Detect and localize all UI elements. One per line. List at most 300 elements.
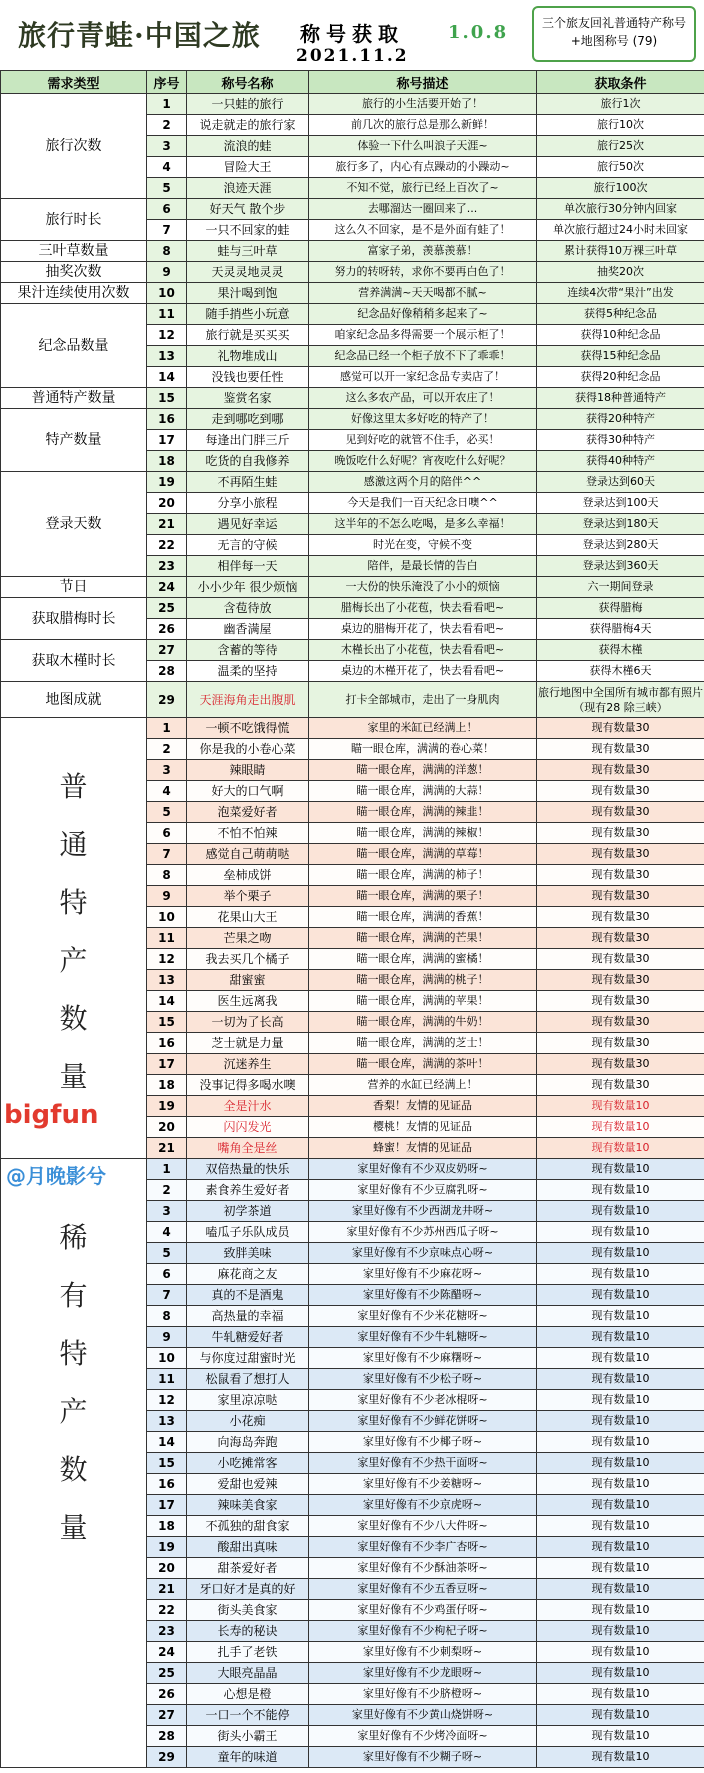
- row-number: 8: [147, 1306, 187, 1327]
- row-number: 10: [147, 283, 187, 304]
- title-desc: 家里好像有不少豆腐乳呀~: [309, 1180, 537, 1201]
- title-desc: 家里的米缸已经满上！: [309, 718, 537, 739]
- title-condition: 现有数量10: [537, 1600, 704, 1621]
- title-desc: 家里好像有不少西湖龙井呀~: [309, 1201, 537, 1222]
- table-header: [1, 71, 704, 94]
- title-desc: 桌边的腊梅开花了，快去看看吧~: [309, 619, 537, 640]
- row-number: 18: [147, 1075, 187, 1096]
- title-name: 天灵灵地灵灵: [187, 262, 309, 283]
- title-desc: 这半年的不怎么吃喝，是多么幸福！: [309, 514, 537, 535]
- row-number: 13: [147, 970, 187, 991]
- title-name: 嗑瓜子乐队成员: [187, 1222, 309, 1243]
- title-desc: 见到好吃的就管不住手，必买！: [309, 430, 537, 451]
- row-number: 10: [147, 907, 187, 928]
- title-name: 不孤独的甜食家: [187, 1516, 309, 1537]
- title-name: 向海岛奔跑: [187, 1432, 309, 1453]
- title-desc: 不知不觉，旅行已经上百次了~: [309, 178, 537, 199]
- row-number: 2: [147, 115, 187, 136]
- title-name: 花果山大王: [187, 907, 309, 928]
- table-row: [1, 409, 704, 430]
- title-desc: 瞄一眼仓库，满满的牛奶！: [309, 1012, 537, 1033]
- title-name: 好大的口气啊: [187, 781, 309, 802]
- row-number: 8: [147, 241, 187, 262]
- category-cell: 抽奖次数: [1, 262, 147, 283]
- bigfun-watermark: [4, 1100, 144, 1130]
- title-name: 辣眼睛: [187, 760, 309, 781]
- row-number: 24: [147, 577, 187, 598]
- title-desc: 富家子弟，羡慕羡慕！: [309, 241, 537, 262]
- title-desc: 家里好像有不少糊子呀~: [309, 1747, 537, 1768]
- col-header: 称号描述: [309, 71, 537, 94]
- title-name: 致胖美味: [187, 1243, 309, 1264]
- table-row: [1, 718, 704, 739]
- title-condition: 现有数量10: [537, 1180, 704, 1201]
- title-name: 礼物堆成山: [187, 346, 309, 367]
- row-number: 28: [147, 1726, 187, 1747]
- title-name: 真的不是酒鬼: [187, 1285, 309, 1306]
- row-number: 6: [147, 823, 187, 844]
- row-number: 19: [147, 1537, 187, 1558]
- title-desc: 瞄一眼仓库，满满的苹果！: [309, 991, 537, 1012]
- row-number: 21: [147, 1579, 187, 1600]
- title-condition: 现有数量30: [537, 1075, 704, 1096]
- title-desc: 旅行多了，内心有点躁动的小躁动~: [309, 157, 537, 178]
- title-name: 温柔的坚持: [187, 661, 309, 682]
- title-desc: 家里好像有不少麻花呀~: [309, 1264, 537, 1285]
- table-row: [1, 199, 704, 220]
- category-cell: 地图成就: [1, 682, 147, 718]
- title-condition: 现有数量10: [537, 1705, 704, 1726]
- title-condition: 现有数量10: [537, 1558, 704, 1579]
- table-row: [1, 304, 704, 325]
- title-desc: 纪念品已经一个柜子放不下了乖乖！: [309, 346, 537, 367]
- category-cell: 旅行时长: [1, 199, 147, 241]
- title-condition: 现有数量10: [537, 1243, 704, 1264]
- title-condition: 获得10种纪念品: [537, 325, 704, 346]
- row-number: 1: [147, 1159, 187, 1180]
- title-name: 童年的味道: [187, 1747, 309, 1768]
- title-desc: 好像这里太多好吃的特产了！: [309, 409, 537, 430]
- title-condition: 现有数量30: [537, 970, 704, 991]
- title-condition: 现有数量10: [537, 1516, 704, 1537]
- category-cell: 旅行次数: [1, 94, 147, 199]
- title-condition: 现有数量10: [537, 1432, 704, 1453]
- row-number: 6: [147, 199, 187, 220]
- title-name: 好天气 散个步: [187, 199, 309, 220]
- title-condition: 现有数量10: [537, 1285, 704, 1306]
- title-name: 无言的守候: [187, 535, 309, 556]
- row-number: 9: [147, 1327, 187, 1348]
- title-desc: 家里好像有不少刺梨呀~: [309, 1642, 537, 1663]
- row-number: 9: [147, 262, 187, 283]
- title-desc: 木槿长出了小花苞，快去看看吧~: [309, 640, 537, 661]
- title-condition: 旅行地图中全国所有城市都有照片（现有28 除三峡）: [537, 682, 704, 718]
- title-condition: 连续4次带“果汁”出发: [537, 283, 704, 304]
- row-number: 17: [147, 1054, 187, 1075]
- title-condition: 获得木槿: [537, 640, 704, 661]
- title-condition: 现有数量30: [537, 1054, 704, 1075]
- col-header: 获取条件: [537, 71, 704, 94]
- row-number: 22: [147, 535, 187, 556]
- title-desc: 家里好像有不少牛轧糖呀~: [309, 1327, 537, 1348]
- row-number: 29: [147, 682, 187, 718]
- title-condition: 现有数量10: [537, 1495, 704, 1516]
- category-cell: 三叶草数量: [1, 241, 147, 262]
- title-condition: 现有数量30: [537, 991, 704, 1012]
- row-number: 16: [147, 1033, 187, 1054]
- title-condition: 现有数量10: [537, 1453, 704, 1474]
- row-number: 21: [147, 514, 187, 535]
- title-condition: 获得15种纪念品: [537, 346, 704, 367]
- title-condition: 现有数量10: [537, 1642, 704, 1663]
- title-name: 小小少年 很少烦恼: [187, 577, 309, 598]
- title-condition: 现有数量10: [537, 1117, 704, 1138]
- title-desc: 家里好像有不少烤冷面呀~: [309, 1726, 537, 1747]
- subtitle: 称号获取: [300, 22, 404, 46]
- title-desc: 家里好像有不少枸杞子呀~: [309, 1621, 537, 1642]
- title-name: 垒柿成饼: [187, 865, 309, 886]
- title-desc: 家里好像有不少龙眼呀~: [309, 1663, 537, 1684]
- title-desc: 感觉可以开一家纪念品专卖店了！: [309, 367, 537, 388]
- title-name: 一顿不吃饿得慌: [187, 718, 309, 739]
- title-name: 高热量的幸福: [187, 1306, 309, 1327]
- title-desc: 樱桃！友情的见证品: [309, 1117, 537, 1138]
- row-number: 4: [147, 781, 187, 802]
- title-condition: 现有数量30: [537, 802, 704, 823]
- title-condition: 现有数量10: [537, 1390, 704, 1411]
- title-condition: 获得5种纪念品: [537, 304, 704, 325]
- title-condition: 登录达到180天: [537, 514, 704, 535]
- row-number: 17: [147, 1495, 187, 1516]
- title-condition: 抽奖20次: [537, 262, 704, 283]
- row-number: 4: [147, 1222, 187, 1243]
- category-cell: 登录天数: [1, 472, 147, 577]
- title-condition: 现有数量10: [537, 1663, 704, 1684]
- row-number: 9: [147, 886, 187, 907]
- title-condition: 获得腊梅: [537, 598, 704, 619]
- title-desc: 晚饭吃什么好呢？宵夜吃什么好呢？: [309, 451, 537, 472]
- row-number: 10: [147, 1348, 187, 1369]
- title-desc: 时光在变，守候不变: [309, 535, 537, 556]
- title-desc: 家里好像有不少京味点心呀~: [309, 1243, 537, 1264]
- title-desc: 去哪溜达一圈回来了...: [309, 199, 537, 220]
- row-number: 26: [147, 619, 187, 640]
- title-condition: 现有数量10: [537, 1579, 704, 1600]
- title-condition: 现有数量10: [537, 1138, 704, 1159]
- title-desc: 旅行的小生活要开始了！: [309, 94, 537, 115]
- title-name: 闪闪发光: [187, 1117, 309, 1138]
- row-number: 14: [147, 367, 187, 388]
- title-name: 泡菜爱好者: [187, 802, 309, 823]
- title-desc: 瞄一眼仓库，满满的辣椒！: [309, 823, 537, 844]
- row-number: 6: [147, 1264, 187, 1285]
- section-category: 稀有特产数量: [1, 1159, 147, 1768]
- title-name: 辣味美食家: [187, 1495, 309, 1516]
- row-number: 12: [147, 1390, 187, 1411]
- title-condition: 旅行10次: [537, 115, 704, 136]
- title-desc: 陪伴，是最长情的告白: [309, 556, 537, 577]
- row-number: 25: [147, 1663, 187, 1684]
- title-condition: 旅行1次: [537, 94, 704, 115]
- row-number: 4: [147, 157, 187, 178]
- title-name: 心想是橙: [187, 1684, 309, 1705]
- title-name: 没钱也要任性: [187, 367, 309, 388]
- title-name: 沉迷养生: [187, 1054, 309, 1075]
- table-row: [1, 682, 704, 718]
- row-number: 7: [147, 844, 187, 865]
- row-number: 20: [147, 1558, 187, 1579]
- title-desc: 瞄一眼仓库，满满的大蒜！: [309, 781, 537, 802]
- title-desc: 纪念品好像稍稍多起来了~: [309, 304, 537, 325]
- title-desc: 蜂蜜！友情的见证品: [309, 1138, 537, 1159]
- title-desc: 打卡全部城市，走出了一身肌肉: [309, 682, 537, 718]
- category-cell: 果汁连续使用次数: [1, 283, 147, 304]
- title-condition: 单次旅行30分钟内回家: [537, 199, 704, 220]
- title-name: 甜茶爱好者: [187, 1558, 309, 1579]
- title-condition: 登录达到280天: [537, 535, 704, 556]
- title-name: 一只不回家的蛙: [187, 220, 309, 241]
- title-desc: 家里好像有不少酥油茶呀~: [309, 1558, 537, 1579]
- title-desc: 咱家纪念品多得需要一个展示柜了！: [309, 325, 537, 346]
- title-condition: 现有数量10: [537, 1264, 704, 1285]
- title-desc: 家里好像有不少黄山烧饼呀~: [309, 1705, 537, 1726]
- title-name: 小吃摊常客: [187, 1453, 309, 1474]
- title-name: 扎手了老铁: [187, 1642, 309, 1663]
- table-row: [1, 472, 704, 493]
- title-name: 街头小霸王: [187, 1726, 309, 1747]
- row-number: 20: [147, 1117, 187, 1138]
- title-condition: 现有数量30: [537, 823, 704, 844]
- title-name: 牙口好才是真的好: [187, 1579, 309, 1600]
- title-name: 浪迹天涯: [187, 178, 309, 199]
- row-number: 13: [147, 1411, 187, 1432]
- row-number: 12: [147, 949, 187, 970]
- row-number: 5: [147, 802, 187, 823]
- title-name: 牛轧糖爱好者: [187, 1327, 309, 1348]
- table-row: [1, 262, 704, 283]
- title-condition: 现有数量30: [537, 760, 704, 781]
- title-desc: 家里好像有不少五香豆呀~: [309, 1579, 537, 1600]
- title-name: 酸甜出真味: [187, 1537, 309, 1558]
- title-desc: 感激这两个月的陪伴^^: [309, 472, 537, 493]
- row-number: 20: [147, 493, 187, 514]
- category-cell: 获取腊梅时长: [1, 598, 147, 640]
- title-condition: 现有数量30: [537, 1012, 704, 1033]
- title-desc: 今天是我们一百天纪念日噢^^: [309, 493, 537, 514]
- title-name: 鉴赏名家: [187, 388, 309, 409]
- title-name: 素食养生爱好者: [187, 1180, 309, 1201]
- row-number: 14: [147, 1432, 187, 1453]
- row-number: 14: [147, 991, 187, 1012]
- row-number: 23: [147, 556, 187, 577]
- title-name: 含苞待放: [187, 598, 309, 619]
- title-desc: 瞄一眼仓库，满满的香蕉！: [309, 907, 537, 928]
- title-desc: 家里好像有不少陈醋呀~: [309, 1285, 537, 1306]
- title-condition: 现有数量10: [537, 1747, 704, 1768]
- title-name: 双倍热量的快乐: [187, 1159, 309, 1180]
- version-label: 1.0.8: [448, 22, 509, 43]
- title-name: 感觉自己萌萌哒: [187, 844, 309, 865]
- row-number: 19: [147, 472, 187, 493]
- title-desc: 家里好像有不少李广杏呀~: [309, 1537, 537, 1558]
- title-desc: 瞄一眼仓库，满满的茶叶！: [309, 1054, 537, 1075]
- date-label: 2021.11.2: [296, 46, 409, 66]
- title-condition: 现有数量30: [537, 781, 704, 802]
- row-number: 11: [147, 304, 187, 325]
- title-name: 遇见好幸运: [187, 514, 309, 535]
- title-desc: 家里好像有不少椰子呀~: [309, 1432, 537, 1453]
- title-desc: 家里好像有不少鸡蛋仔呀~: [309, 1600, 537, 1621]
- row-number: 5: [147, 178, 187, 199]
- title-desc: 瞄一眼仓库，满满的辣韭！: [309, 802, 537, 823]
- title-condition: 获得40种特产: [537, 451, 704, 472]
- header: [0, 0, 704, 70]
- title-desc: 香梨！友情的见证品: [309, 1096, 537, 1117]
- title-name: 蛙与三叶草: [187, 241, 309, 262]
- row-number: 1: [147, 718, 187, 739]
- row-number: 29: [147, 1747, 187, 1768]
- title-condition: 现有数量10: [537, 1621, 704, 1642]
- title-desc: 努力的转呀转，求你不要再白色了！: [309, 262, 537, 283]
- title-name: 一只蛙的旅行: [187, 94, 309, 115]
- title-condition: 旅行100次: [537, 178, 704, 199]
- title-name: 全是汁水: [187, 1096, 309, 1117]
- title-name: 分享小旅程: [187, 493, 309, 514]
- title-name: 长寿的秘诀: [187, 1621, 309, 1642]
- title-condition: 现有数量10: [537, 1201, 704, 1222]
- title-name: 吃货的自我修养: [187, 451, 309, 472]
- title-desc: 瞄一眼仓库，满满的芝士！: [309, 1033, 537, 1054]
- row-number: 24: [147, 1642, 187, 1663]
- title-name: 街头美食家: [187, 1600, 309, 1621]
- table-row: [1, 640, 704, 661]
- title-desc: 这么久不回家，是不是外面有蛙了！: [309, 220, 537, 241]
- title-desc: 一大份的快乐淹没了小小的烦恼: [309, 577, 537, 598]
- row-number: 18: [147, 451, 187, 472]
- title-condition: 单次旅行超过24小时未回家: [537, 220, 704, 241]
- row-number: 11: [147, 1369, 187, 1390]
- title-name: 不怕不怕辣: [187, 823, 309, 844]
- row-number: 12: [147, 325, 187, 346]
- title-name: 旅行就是买买买: [187, 325, 309, 346]
- title-desc: 桌边的木槿开花了，快去看看吧~: [309, 661, 537, 682]
- title-condition: 累计获得10万裸三叶草: [537, 241, 704, 262]
- title-desc: 瞄一眼仓库，满满的洋葱！: [309, 760, 537, 781]
- title-condition: 获得腊梅4天: [537, 619, 704, 640]
- table-row: [1, 283, 704, 304]
- row-number: 3: [147, 1201, 187, 1222]
- titles-table: [0, 70, 704, 1768]
- col-header: 需求类型: [1, 71, 147, 94]
- row-number: 28: [147, 661, 187, 682]
- title-name: 大眼亮晶晶: [187, 1663, 309, 1684]
- title-desc: 这么多农产品，可以开农庄了！: [309, 388, 537, 409]
- title-condition: 现有数量30: [537, 886, 704, 907]
- title-desc: 家里好像有不少八大件呀~: [309, 1516, 537, 1537]
- title-condition: 登录达到100天: [537, 493, 704, 514]
- title-condition: 现有数量30: [537, 928, 704, 949]
- title-desc: 家里好像有不少苏州西瓜子呀~: [309, 1222, 537, 1243]
- title-condition: 现有数量30: [537, 1033, 704, 1054]
- row-number: 3: [147, 760, 187, 781]
- title-condition: 登录达到60天: [537, 472, 704, 493]
- title-desc: 营养的水缸已经满上！: [309, 1075, 537, 1096]
- title-name: 嘴角全是丝: [187, 1138, 309, 1159]
- author-label: @月晚影兮: [6, 1164, 106, 1188]
- title-name: 幽香满屋: [187, 619, 309, 640]
- title-condition: 现有数量10: [537, 1348, 704, 1369]
- title-desc: 瞄一眼仓库，满满的桃子！: [309, 970, 537, 991]
- title-desc: 体验一下什么叫浪子天涯~: [309, 136, 537, 157]
- row-number: 25: [147, 598, 187, 619]
- title-condition: 获得30种特产: [537, 430, 704, 451]
- title-condition: 现有数量10: [537, 1096, 704, 1117]
- table-body: [1, 94, 704, 1768]
- title-name: 天涯海角走出腹肌: [187, 682, 309, 718]
- title-condition: 现有数量10: [537, 1474, 704, 1495]
- title-desc: 家里好像有不少双皮奶呀~: [309, 1159, 537, 1180]
- title-desc: 腊梅长出了小花苞，快去看看吧~: [309, 598, 537, 619]
- title-name: 一切为了长高: [187, 1012, 309, 1033]
- section-category: 普通特产数量: [1, 718, 147, 1159]
- title-name: 说走就走的旅行家: [187, 115, 309, 136]
- title-name: 医生远离我: [187, 991, 309, 1012]
- row-number: 15: [147, 388, 187, 409]
- title-condition: 现有数量10: [537, 1159, 704, 1180]
- title-name: 一口一个不能停: [187, 1705, 309, 1726]
- category-cell: 特产数量: [1, 409, 147, 472]
- title-condition: 现有数量30: [537, 907, 704, 928]
- title-desc: 瞄一眼仓库，满满的栗子！: [309, 886, 537, 907]
- title-condition: 登录达到360天: [537, 556, 704, 577]
- title-desc: 家里好像有不少松子呀~: [309, 1369, 537, 1390]
- title-condition: 现有数量30: [537, 865, 704, 886]
- title-desc: 瞄一眼仓库，满满的卷心菜！: [309, 739, 537, 760]
- row-number: 18: [147, 1516, 187, 1537]
- title-desc: 家里好像有不少麻糬呀~: [309, 1348, 537, 1369]
- bigfun-logo: bigfun: [4, 1100, 99, 1130]
- title-desc: 家里好像有不少鲜花饼呀~: [309, 1411, 537, 1432]
- title-name: 走到哪吃到哪: [187, 409, 309, 430]
- row-number: 8: [147, 865, 187, 886]
- title-condition: 现有数量10: [537, 1306, 704, 1327]
- title-condition: 现有数量10: [537, 1327, 704, 1348]
- title-desc: 家里好像有不少热干面呀~: [309, 1453, 537, 1474]
- title-name: 甜蜜蜜: [187, 970, 309, 991]
- title-name: 随手捎些小玩意: [187, 304, 309, 325]
- title-name: 你是我的小卷心菜: [187, 739, 309, 760]
- col-header: 序号: [147, 71, 187, 94]
- title-desc: 前几次的旅行总是那么新鲜！: [309, 115, 537, 136]
- title-name: 果汁喝到饱: [187, 283, 309, 304]
- title-name: 芒果之吻: [187, 928, 309, 949]
- title-desc: 家里好像有不少脐橙呀~: [309, 1684, 537, 1705]
- row-number: 7: [147, 1285, 187, 1306]
- title-desc: 瞄一眼仓库，满满的草莓！: [309, 844, 537, 865]
- title-name: 每逢出门胖三斤: [187, 430, 309, 451]
- title-condition: 现有数量10: [537, 1222, 704, 1243]
- title-desc: 营养满满~天天喝都不腻~: [309, 283, 537, 304]
- table-row: [1, 94, 704, 115]
- row-number: 23: [147, 1621, 187, 1642]
- row-number: 27: [147, 1705, 187, 1726]
- title-name: 小花痴: [187, 1411, 309, 1432]
- title-condition: 旅行25次: [537, 136, 704, 157]
- row-number: 3: [147, 136, 187, 157]
- category-cell: 纪念品数量: [1, 304, 147, 388]
- row-number: 15: [147, 1012, 187, 1033]
- category-cell: 普通特产数量: [1, 388, 147, 409]
